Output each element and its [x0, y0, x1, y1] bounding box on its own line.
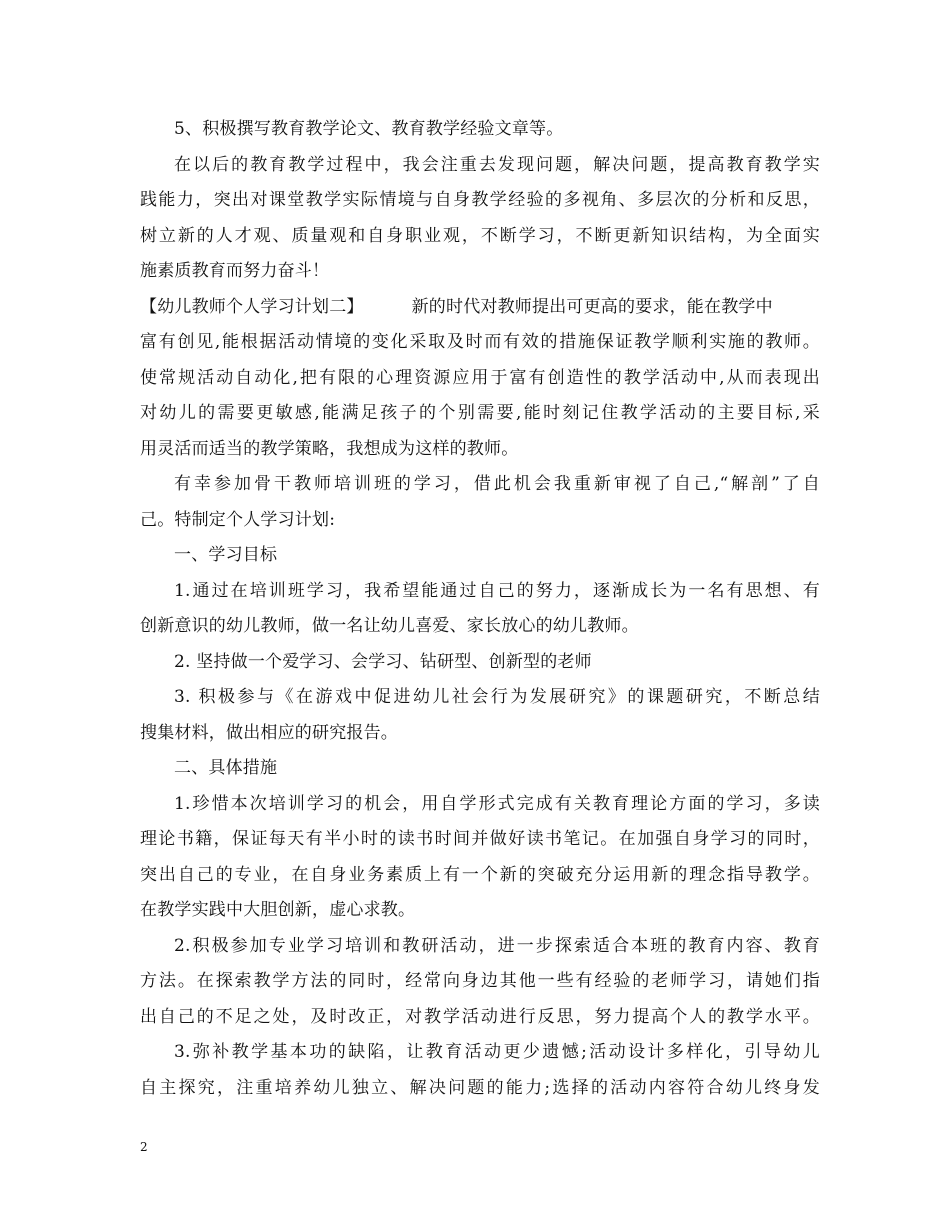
text-line: 方法。在探索教学方法的同时，经常向身边其他一些有经验的老师学习，请她们指 — [140, 971, 820, 991]
text-line: 1.珍惜本次培训学习的机会，用自学形式完成有关教育理论方面的学习，多读 — [174, 793, 820, 814]
text-line: 己。特制定个人学习计划: — [140, 509, 336, 530]
text-line: 2.积极参加专业学习培训和教研活动，进一步探索适合本班的教育内容、教育 — [174, 935, 820, 956]
text-line: 有幸参加骨干教师培训班的学习，借此机会我重新审视了自己,“解剖”了自 — [174, 474, 820, 494]
text-line: 出自己的不足之处，及时改正，对教学活动进行反思，努力提高个人的教学水平。 — [140, 1006, 820, 1027]
text-line: 在以后的教育教学过程中，我会注重去发现问题，解决问题，提高教育教学实 — [174, 154, 820, 175]
text-line: 自主探究，注重培养幼儿独立、解决问题的能力;选择的活动内容符合幼儿终身发 — [140, 1077, 820, 1098]
text-line: 使常规活动自动化,把有限的心理资源应用于富有创造性的教学活动中,从而表现出 — [140, 367, 820, 388]
text-line: 3. 积极参与《在游戏中促进幼儿社会行为发展研究》的课题研究，不断总结 — [174, 687, 820, 707]
text-line: 理论书籍，保证每天有半小时的读书时间并做好读书笔记。在加强自身学习的同时， — [140, 829, 820, 849]
section-heading-line — [140, 290, 820, 326]
subheading: 二、具体措施 — [174, 758, 278, 778]
page-number: 2 — [140, 1140, 148, 1154]
text-line: 树立新的人才观、质量观和自身职业观，不断学习，不断更新知识结构，为全面实 — [140, 225, 820, 246]
section-heading: 【幼儿教师个人学习计划二】 — [140, 296, 364, 317]
text-line: 搜集材料，做出相应的研究报告。 — [140, 722, 398, 743]
text-line: 突出自己的专业，在自身业务素质上有一个新的突破充分运用新的理念指导教学。 — [140, 864, 820, 885]
text-line: 施素质教育而努力奋斗！ — [140, 261, 330, 281]
subheading: 一、学习目标 — [174, 545, 278, 565]
text-line: 1.通过在培训班学习，我希望能通过自己的努力，逐渐成长为一名有思想、有 — [174, 580, 820, 601]
text-line: 新的时代对教师提出可更高的要求，能在教学中 — [411, 296, 773, 317]
text-line: 在教学实践中大胆创新，虚心求教。 — [140, 900, 416, 920]
text-line: 富有创见,能根据活动情境的变化采取及时而有效的措施保证教学顺利实施的教师。 — [140, 332, 820, 352]
text-line: 践能力，突出对课堂教学实际情境与自身教学经验的多视角、多层次的分析和反思， — [140, 190, 820, 210]
document-body — [140, 112, 820, 1106]
text-line: 3.弥补教学基本功的缺陷，让教育活动更少遗憾;活动设计多样化，引导幼儿 — [174, 1042, 820, 1062]
text-line: 用灵活而适当的教学策略，我想成为这样的教师。 — [140, 438, 519, 459]
text-line: 2. 坚持做一个爱学习、会学习、钻研型、创新型的老师 — [174, 651, 592, 672]
text-line: 对幼儿的需要更敏感,能满足孩子的个别需要,能时刻记住教学活动的主要目标,采 — [140, 403, 820, 423]
text-line: 创新意识的幼儿教师，做一名让幼儿喜爱、家长放心的幼儿教师。 — [140, 616, 639, 636]
text-line: 5、积极撰写教育教学论文、教育教学经验文章等。 — [174, 119, 564, 139]
